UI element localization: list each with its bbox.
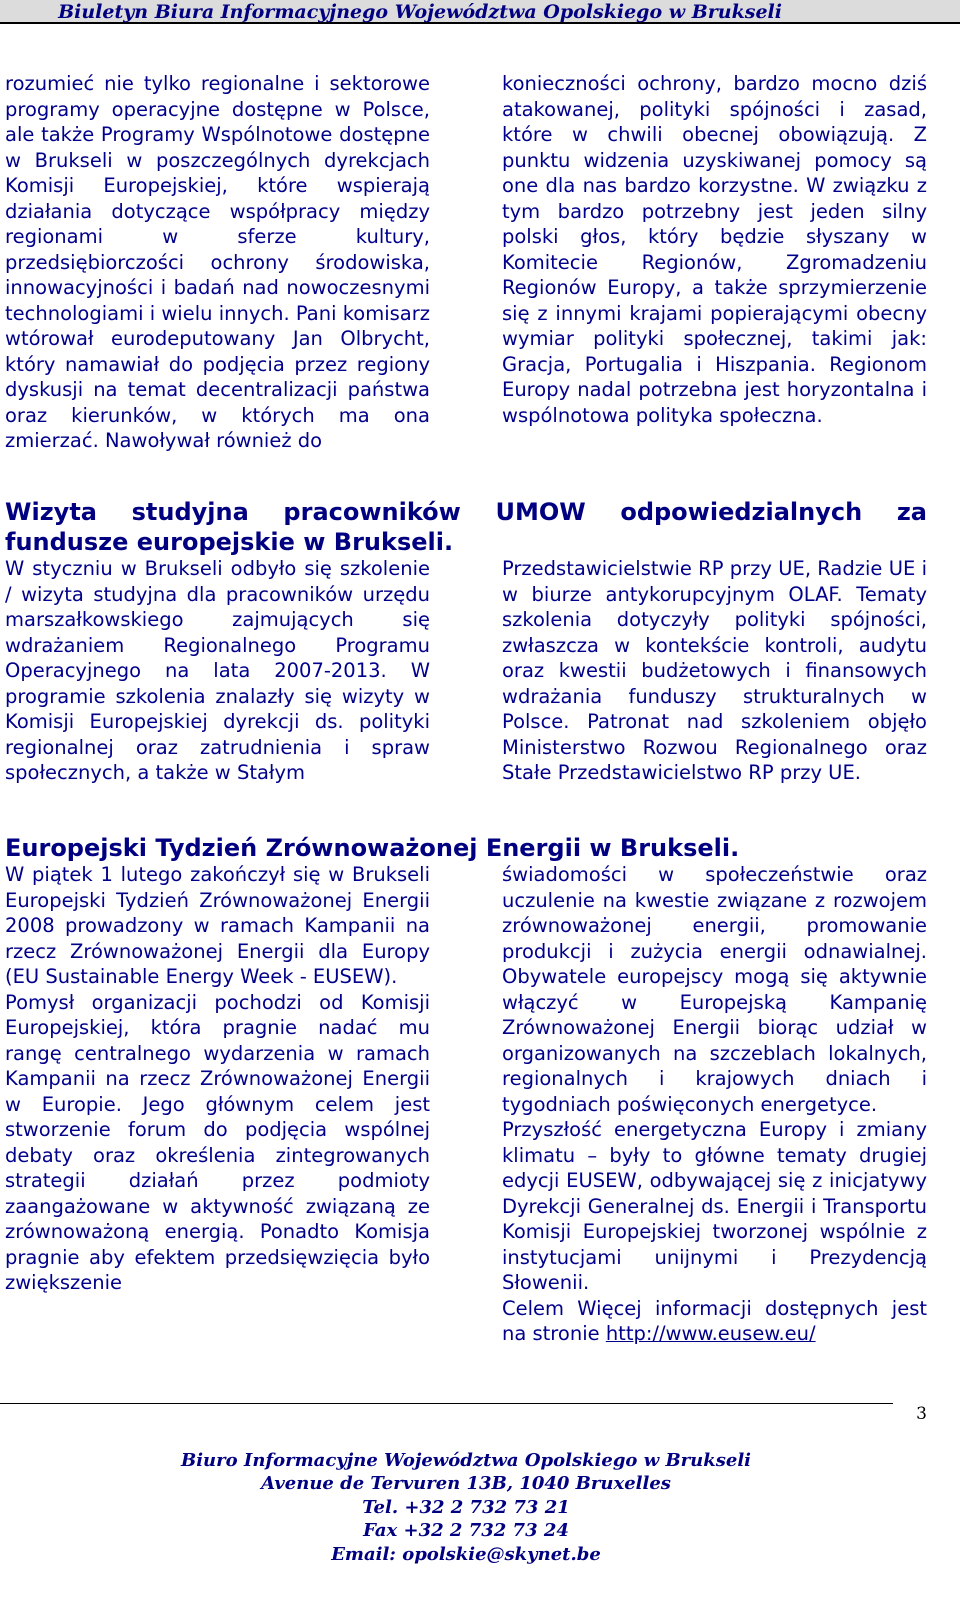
footer-email: Email: opolskie@skynet.be bbox=[331, 1543, 601, 1565]
article3-heading: Europejski Tydzień Zrównoważonej Energii w Brukseli. bbox=[5, 834, 740, 862]
page-number: 3 bbox=[916, 1404, 927, 1424]
article3-left-column bbox=[5, 862, 430, 1296]
footer-divider bbox=[0, 1403, 893, 1404]
article2-right-column bbox=[502, 556, 927, 786]
article1-left-text: rozumieć nie tylko regionalne i sektorowe programy operacyjne dostępne w Polsce, ale także Programy Wspólnotowe dostępne w Brukseli w poszczególnych dyrekcjach Komisji Europejskiej, które wspierają działania dotyczące współpracy między regionami w sferze kultury, przedsiębiorczości ochrony środowiska, innowacyjności i badań nad nowoczesnymi technologiami i wielu innych. Pani komisarz wtórował eurodeputowany Jan Olbrycht, który namawiał do podjęcia przez regiony dyskusji na temat decentralizacji państwa oraz kierunków, w których ma ona zmierzać. Nawoływał również do bbox=[5, 72, 430, 452]
bulletin-title: Biuletyn Biura Informacyjnego Województwa Opolskiego w Brukseli bbox=[58, 1, 782, 23]
article3-right-paragraph-1: świadomości w społeczeństwie oraz uczulenie na kwestie związane z rozwojem zrównoważonej energii, promowanie produkcji i zużycia energii odnawialnej. Obywatele europejscy mogą się aktywnie włączyć w Europejską Kampanię Zrównoważonej Energii biorąc udział w organizowanych na szczeblach lokalnych, regionalnych i krajowych dniach i tygodniach poświęconych energetyce. bbox=[502, 863, 927, 1116]
footer-phone: Tel. +32 2 732 73 21 bbox=[362, 1496, 570, 1518]
article3-left-paragraph-1: W piątek 1 lutego zakończył się w Brukseli Europejski Tydzień Zrównoważonej Energii 2008 prowadzony w ramach Kampanii na rzecz Zrównoważonej Energii dla Europy (EU Sustainable Energy Week - EUSEW). bbox=[5, 863, 430, 988]
footer-fax: Fax +32 2 732 73 24 bbox=[363, 1520, 569, 1542]
article2-right-text: Przedstawicielstwie RP przy UE, Radzie UE i w biurze antykorupcyjnym OLAF. Tematy szkolenia dotyczyły polityki spójności, zwłaszcza w kontekście kontroli, audytu oraz kwestii budżetowych i finansowych wdrażania funduszy strukturalnych w Polsce. Patronat nad szkoleniem objęło Ministerstwo Rozwou Regionalnego oraz Stałe Przedstawicielstwo RP przy UE. bbox=[502, 557, 927, 784]
article1-left-column bbox=[5, 71, 430, 454]
footer-address: Avenue de Tervuren 13B, 1040 Bruxelles bbox=[261, 1473, 671, 1495]
article3-left-paragraph-2: Pomysł organizacji pochodzi od Komisji Europejskiej, która pragnie nadać mu rangę centralnego wydarzenia w ramach Kampanii na rzecz Zrównoważonej Energii w Europie. Jego głównym celem jest stworzenie forum do podjęcia wspólnej debaty oraz określenia zintegrowanych strategii działań przez podmioty zaangażowane w aktywność związaną ze zrównoważoną energią. Ponadto Komisja pragnie aby efektem przedsięwzięcia było zwiększenie bbox=[5, 990, 430, 1294]
article1-right-text: konieczności ochrony, bardzo mocno dziś atakowanej, polityki spójności i zasad, które w chwili obecnej obowiązują. Z punktu widzenia uzyskiwanej pomocy są one dla nas bardzo korzystne. W związku z tym bardzo potrzebny jest jeden silny polski głos, który będzie słyszany w Komitecie Regionów, Zgromadzeniu Regionów Europy, a także sprzymierzenie się z innymi krajami popierającymi obecny wymiar polityki społecznej, takimi jak: Gracja, Portugalia i Hiszpania. Regionom Europy nadal potrzebna jest horyzontalna i wspólnotowa polityka społeczna. bbox=[502, 72, 927, 427]
article1-right-column bbox=[502, 71, 927, 428]
page-footer bbox=[0, 1449, 932, 1566]
eusew-link[interactable]: http://www.eusew.eu/ bbox=[605, 1322, 816, 1345]
article3-right-column bbox=[502, 862, 927, 1347]
article2-left-column bbox=[5, 556, 430, 786]
page-header bbox=[0, 0, 960, 24]
article2-heading: Wizyta studyjna pracowników UMOW odpowiedzialnych za fundusze europejskie w Brukseli. bbox=[5, 498, 927, 556]
more-info-text: Celem Więcej informacji dostępnych jest na stronie bbox=[502, 1296, 927, 1345]
article3-right-paragraph-2: Przyszłość energetyczna Europy i zmiany klimatu – były to główne tematy drugiej edycji EUSEW, odbywającej się z inicjatywy Dyrekcji Generalnej ds. Energii i Transportu Komisji Europejskiej tworzonej wspólnie z instytucjami unijnymi i Prezydencją Słowenii. bbox=[502, 1118, 927, 1294]
article2-left-text: W styczniu w Brukseli odbyło się szkolenie / wizyta studyjna dla pracowników urzędu marszałkowskiego zajmujących się wdrażaniem Regionalnego Programu Operacyjnego na lata 2007-2013. W programie szkolenia znalazły się wizyty w Komisji Europejskiej dyrekcji ds. polityki regionalnej oraz zatrudnienia i spraw społecznych, a także w Stałym bbox=[5, 557, 430, 784]
article3-right-paragraph-3 bbox=[502, 1296, 927, 1347]
footer-office-name: Biuro Informacyjne Województwa Opolskiego w Brukseli bbox=[181, 1450, 751, 1471]
